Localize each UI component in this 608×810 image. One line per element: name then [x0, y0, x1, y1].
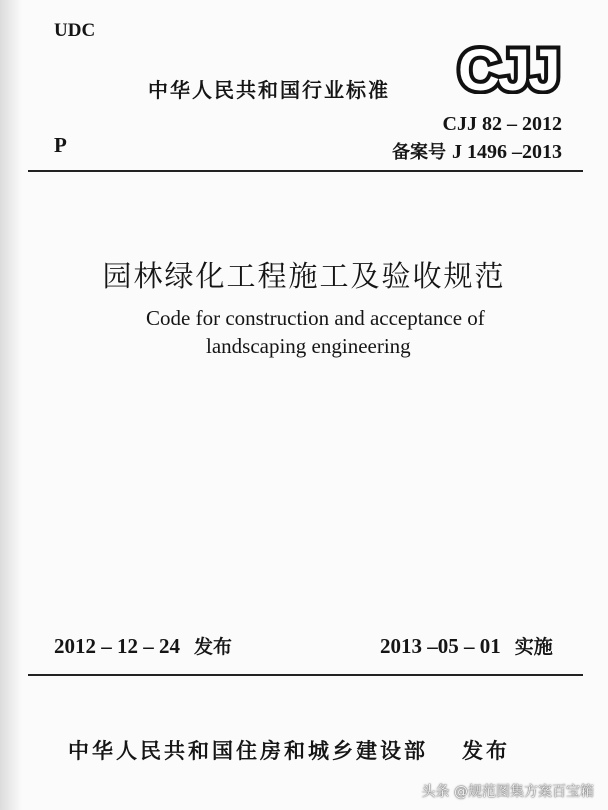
- standard-code: CJJ 82 – 2012: [442, 113, 562, 135]
- bottom-divider: [28, 674, 583, 676]
- classification-letter: P: [54, 133, 67, 157]
- issue-label: 发布: [194, 636, 233, 658]
- implement-date: [380, 632, 553, 659]
- english-title-line1: Code for construction and acceptance of: [146, 306, 485, 330]
- record-number: [392, 138, 562, 164]
- top-divider: [28, 170, 583, 172]
- industry-standard-title: 中华人民共和国行业标准: [148, 78, 390, 102]
- record-label: 备案号: [392, 142, 446, 163]
- page-edge-shadow: [0, 0, 22, 810]
- publish-label: 发布: [462, 739, 510, 763]
- publisher: [68, 735, 510, 765]
- issue-date: [54, 632, 232, 659]
- watermark: 头条 @规范图集方案百宝箱: [421, 784, 594, 800]
- udc-label: UDC: [54, 20, 96, 41]
- record-value: J 1496 –2013: [452, 141, 562, 163]
- issue-date-value: 2012 – 12 – 24: [54, 634, 180, 658]
- cjj-logo-text: CJJ: [458, 38, 559, 94]
- implement-label: 实施: [514, 636, 553, 658]
- english-title-line2: landscaping engineering: [206, 334, 411, 358]
- chinese-title: 园林绿化工程施工及验收规范: [102, 259, 506, 293]
- implement-date-value: 2013 –05 – 01: [380, 634, 501, 658]
- cjj-logo: [456, 38, 568, 94]
- publisher-name: 中华人民共和国住房和城乡建设部: [68, 739, 428, 763]
